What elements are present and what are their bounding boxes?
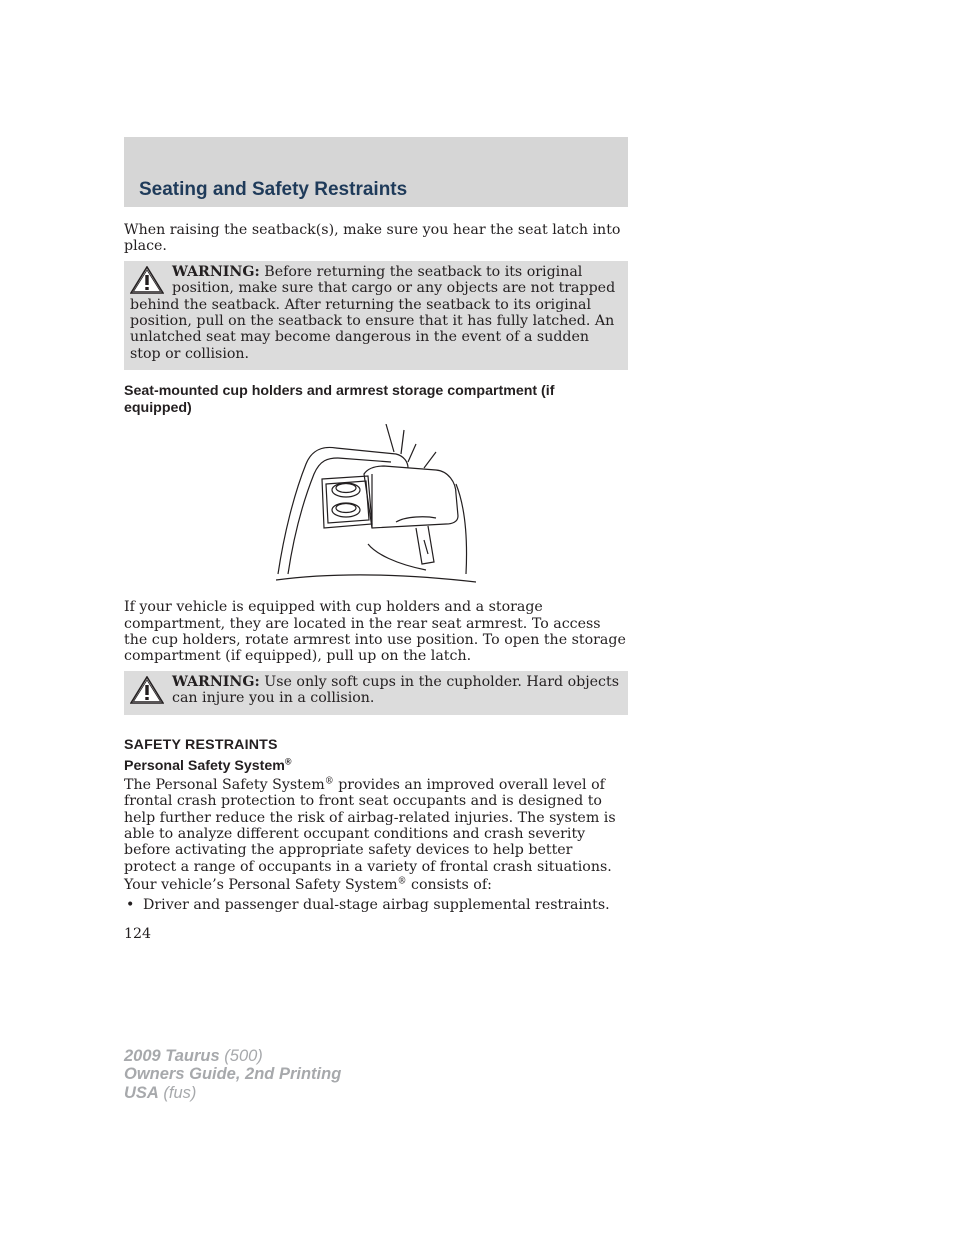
document-footer: [124, 1047, 341, 1102]
registered-mark: ®: [284, 755, 292, 766]
footer-line-2: [124, 1065, 341, 1083]
warning-label: WARNING:: [172, 263, 260, 280]
safety-restraints-heading: SAFETY RESTRAINTS: [124, 736, 278, 753]
registered-mark: ®: [397, 876, 407, 887]
cup-holders-heading: Seat-mounted cup holders and armrest storage compartment (if equipped): [124, 383, 555, 417]
footer-line-1: [124, 1047, 341, 1065]
warning-triangle-icon: [130, 266, 164, 294]
para-text: The Personal Safety System: [124, 776, 325, 793]
warning-box-seatback: [124, 261, 628, 370]
footer-market-code: (fus): [158, 1083, 197, 1102]
warning-text: Use only soft cups in the cupholder. Hard objects can injure you in a collision.: [172, 673, 619, 707]
footer-market: USA: [124, 1083, 159, 1102]
armrest-cupholder-illustration: [276, 424, 476, 584]
registered-mark: ®: [324, 775, 334, 786]
warning-box-cupholder: [124, 671, 628, 715]
list-item-text: Driver and passenger dual-stage airbag supplemental restraints.: [143, 896, 610, 913]
footer-model: 2009 Taurus: [124, 1047, 220, 1065]
personal-safety-system-label: Personal Safety System: [124, 757, 285, 774]
personal-safety-system-heading: [124, 755, 628, 775]
para-text: Your vehicle’s Personal Safety System: [124, 877, 398, 894]
cup-holders-paragraph: If your vehicle is equipped with cup holders and a storage compartment, they are located in the rear seat armrest. To access the cup holders, rotate armrest into use position. To open the storage compartment (if equipped), pull up on the latch.: [124, 599, 626, 665]
bullet-dot: •: [126, 896, 135, 913]
footer-model-code: (500): [219, 1047, 263, 1065]
footer-guide: Owners Guide, 2nd Printing: [124, 1065, 342, 1084]
footer-line-3: [124, 1084, 341, 1102]
warning-text: Before returning the seatback to its original position, make sure that cargo or any objects are not trapped behind the seatback. After returning the seatback to its original position, pull on the seatback to ensure that it has fully latched. An unlatched seat may become dangerous in the event of a sudden stop or collision.: [130, 263, 616, 362]
personal-safety-paragraph: [124, 777, 628, 875]
para-text: consists of:: [406, 877, 492, 894]
page-title: Seating and Safety Restraints: [139, 179, 408, 200]
header-band: [124, 137, 628, 207]
warning-triangle-icon: [130, 676, 164, 704]
consists-of-paragraph: [124, 877, 628, 893]
main-content: [124, 222, 628, 913]
page-number: 124: [124, 926, 152, 942]
intro-paragraph: When raising the seatback(s), make sure you hear the seat latch into place.: [124, 222, 621, 255]
para-text: provides an improved overall level of frontal crash protection to front seat occupants and is designed to help further reduce the risk of airbag-related injuries. The system is able to analyze different occupant conditions and crash severity before activating the appropriate safety devices to help better protect a range of occupants in a variety of frontal crash situations.: [124, 776, 616, 875]
warning-label: WARNING:: [172, 673, 260, 690]
list-item: [124, 897, 628, 913]
